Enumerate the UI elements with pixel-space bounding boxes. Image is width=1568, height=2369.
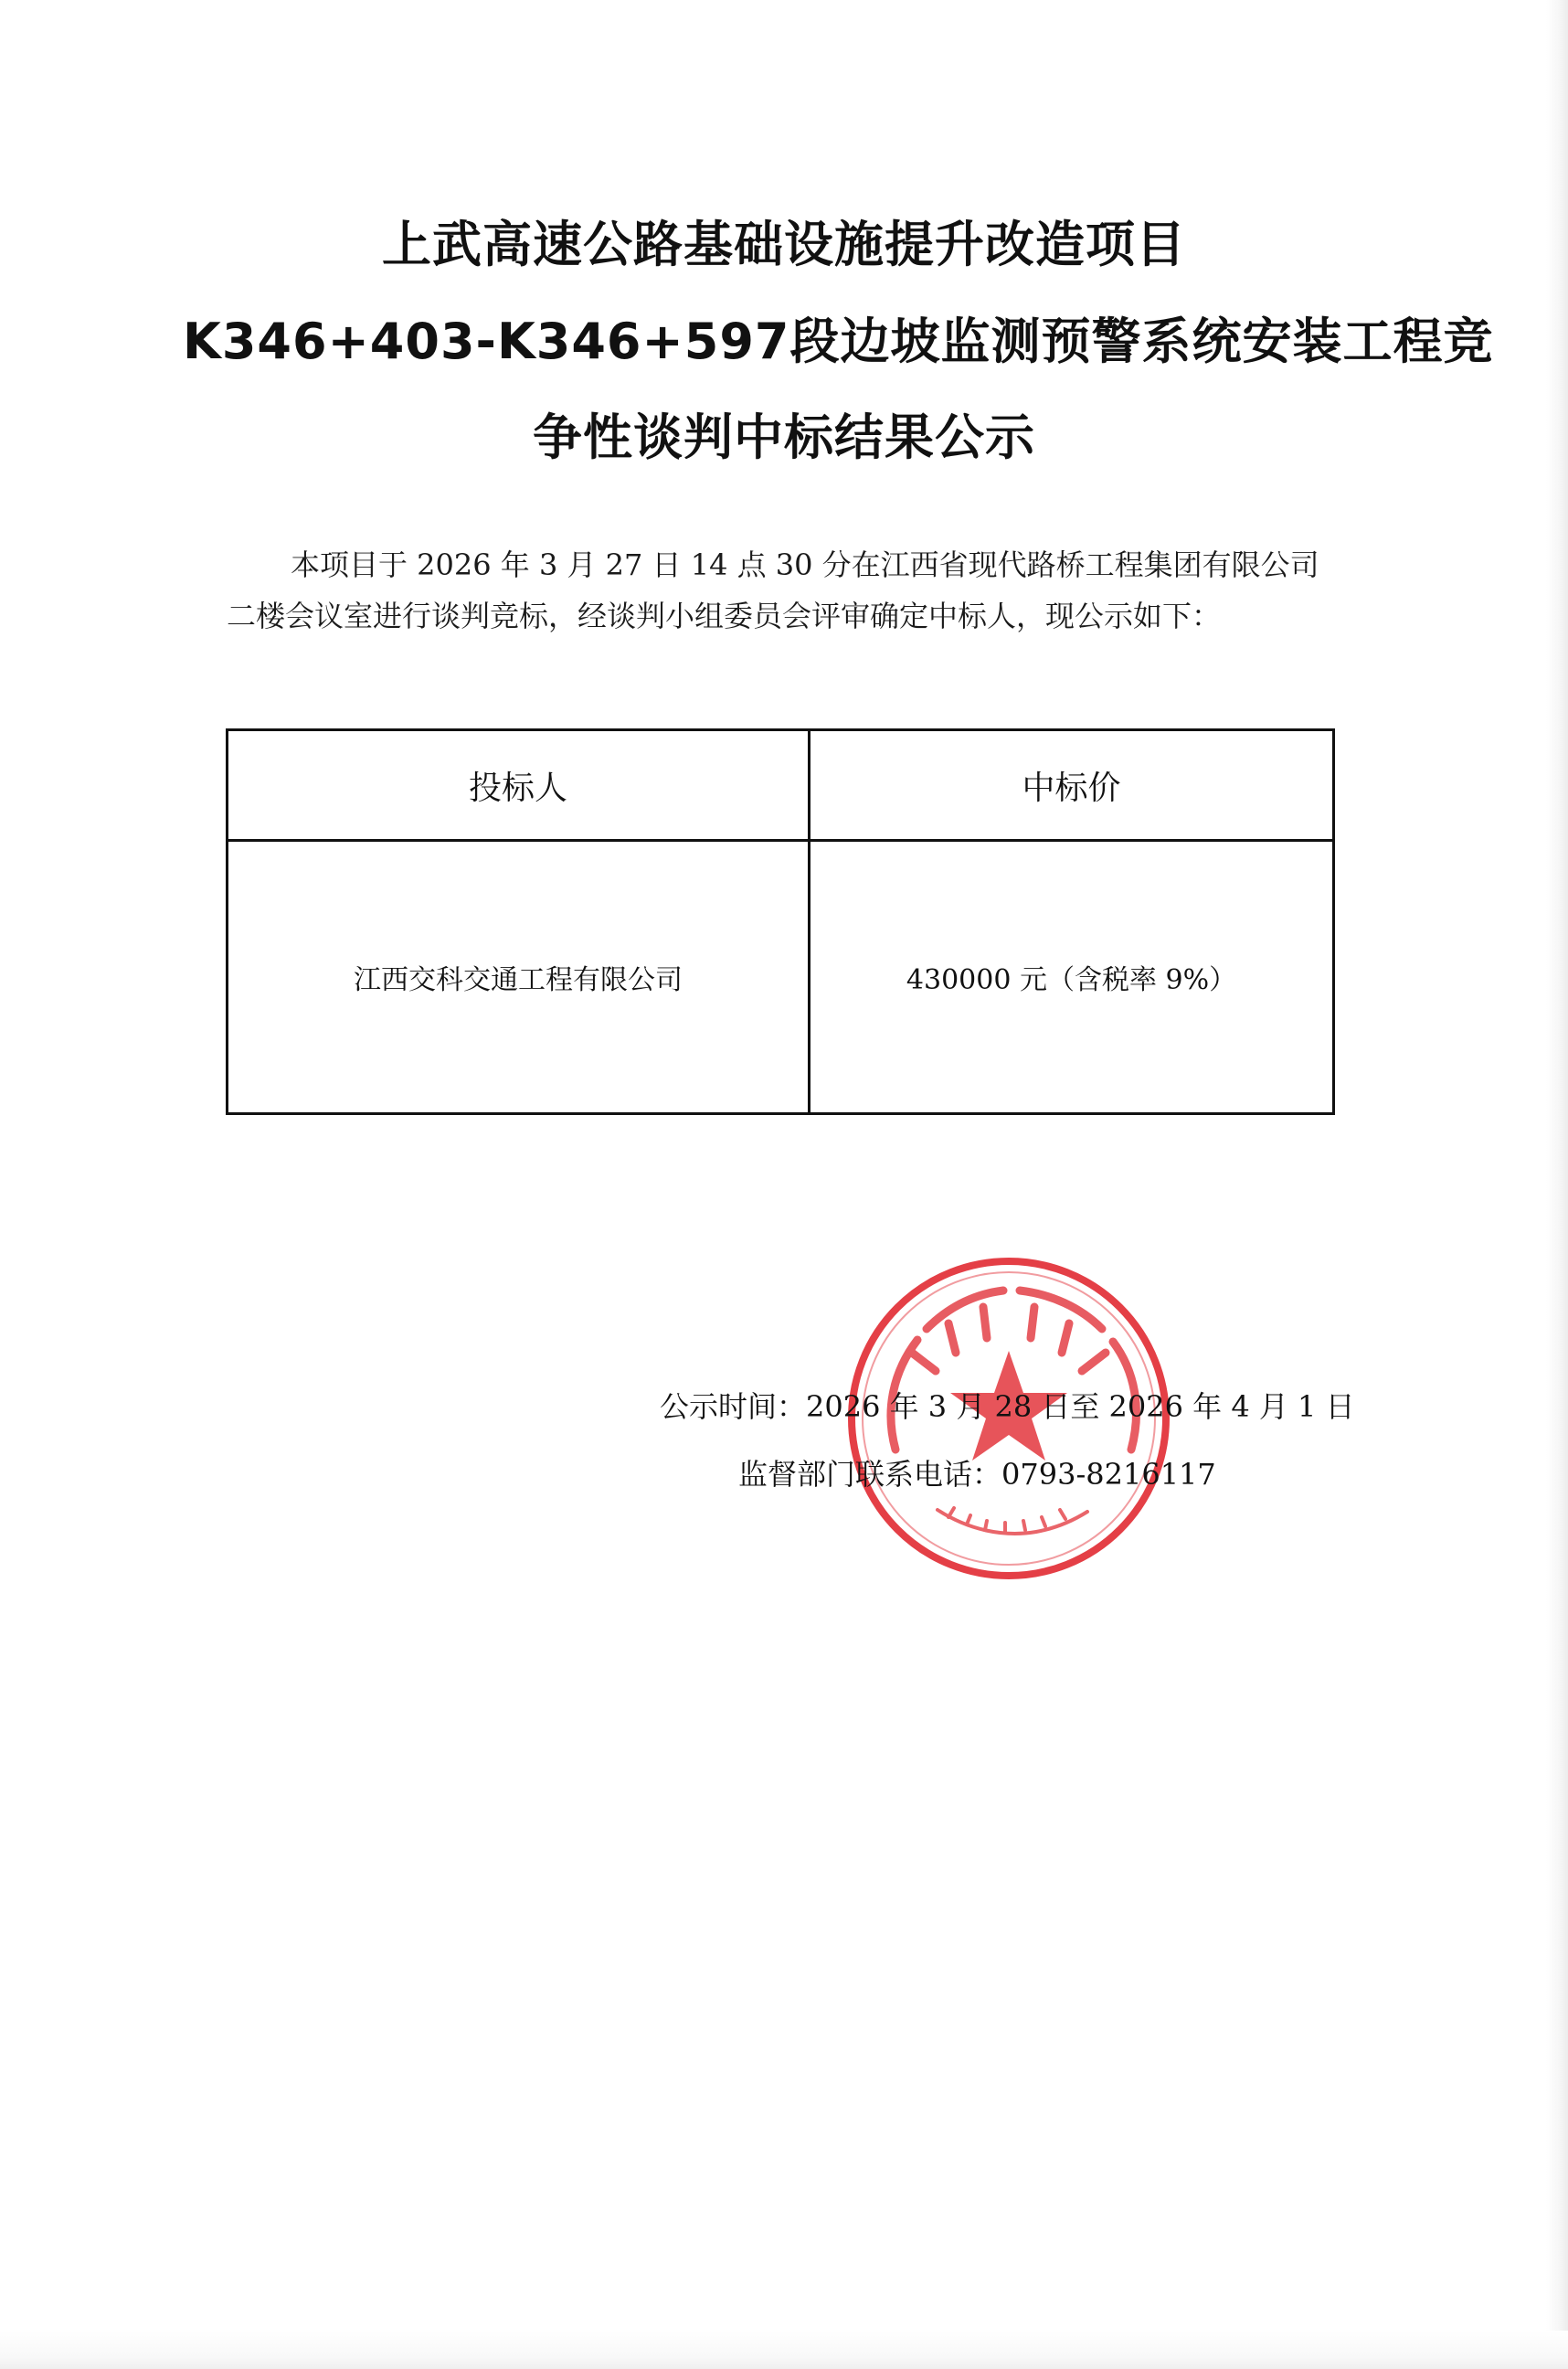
title-line-1: 上武高速公路基础设施提升改造项目 xyxy=(382,216,1186,273)
header-winning-price: 中标价 xyxy=(810,730,1334,841)
body-paragraph-line-2: 二楼会议室进行谈判竞标，经谈判小组委员会评审确定中标人，现公示如下： xyxy=(227,599,1222,633)
table-header-row xyxy=(228,730,1334,841)
seal-code-lettering xyxy=(938,1508,1087,1534)
header-bidder: 投标人 xyxy=(228,730,810,841)
table-row xyxy=(228,841,1334,1114)
title-line-3: 争性谈判中标结果公示 xyxy=(533,409,1035,466)
scan-bottom-shadow xyxy=(0,2331,1568,2369)
supervision-phone: 监督部门联系电话：0793-8216117 xyxy=(738,1457,1216,1492)
title-line-2: K346+403-K346+597段边坡监测预警系统安装工程竞 xyxy=(183,313,1494,370)
cell-bidder-name: 江西交科交通工程有限公司 xyxy=(228,841,810,1114)
results-table xyxy=(226,728,1335,1115)
cell-winning-price: 430000 元（含税率 9%） xyxy=(810,841,1334,1114)
publicity-period: 公示时间：2026 年 3 月 28 日至 2026 年 4 月 1 日 xyxy=(660,1389,1355,1424)
body-paragraph-line-1: 本项目于 2026 年 3 月 27 日 14 点 30 分在江西省现代路桥工程集团有限公司 xyxy=(291,547,1319,582)
scan-edge-shadow xyxy=(1546,0,1568,2369)
